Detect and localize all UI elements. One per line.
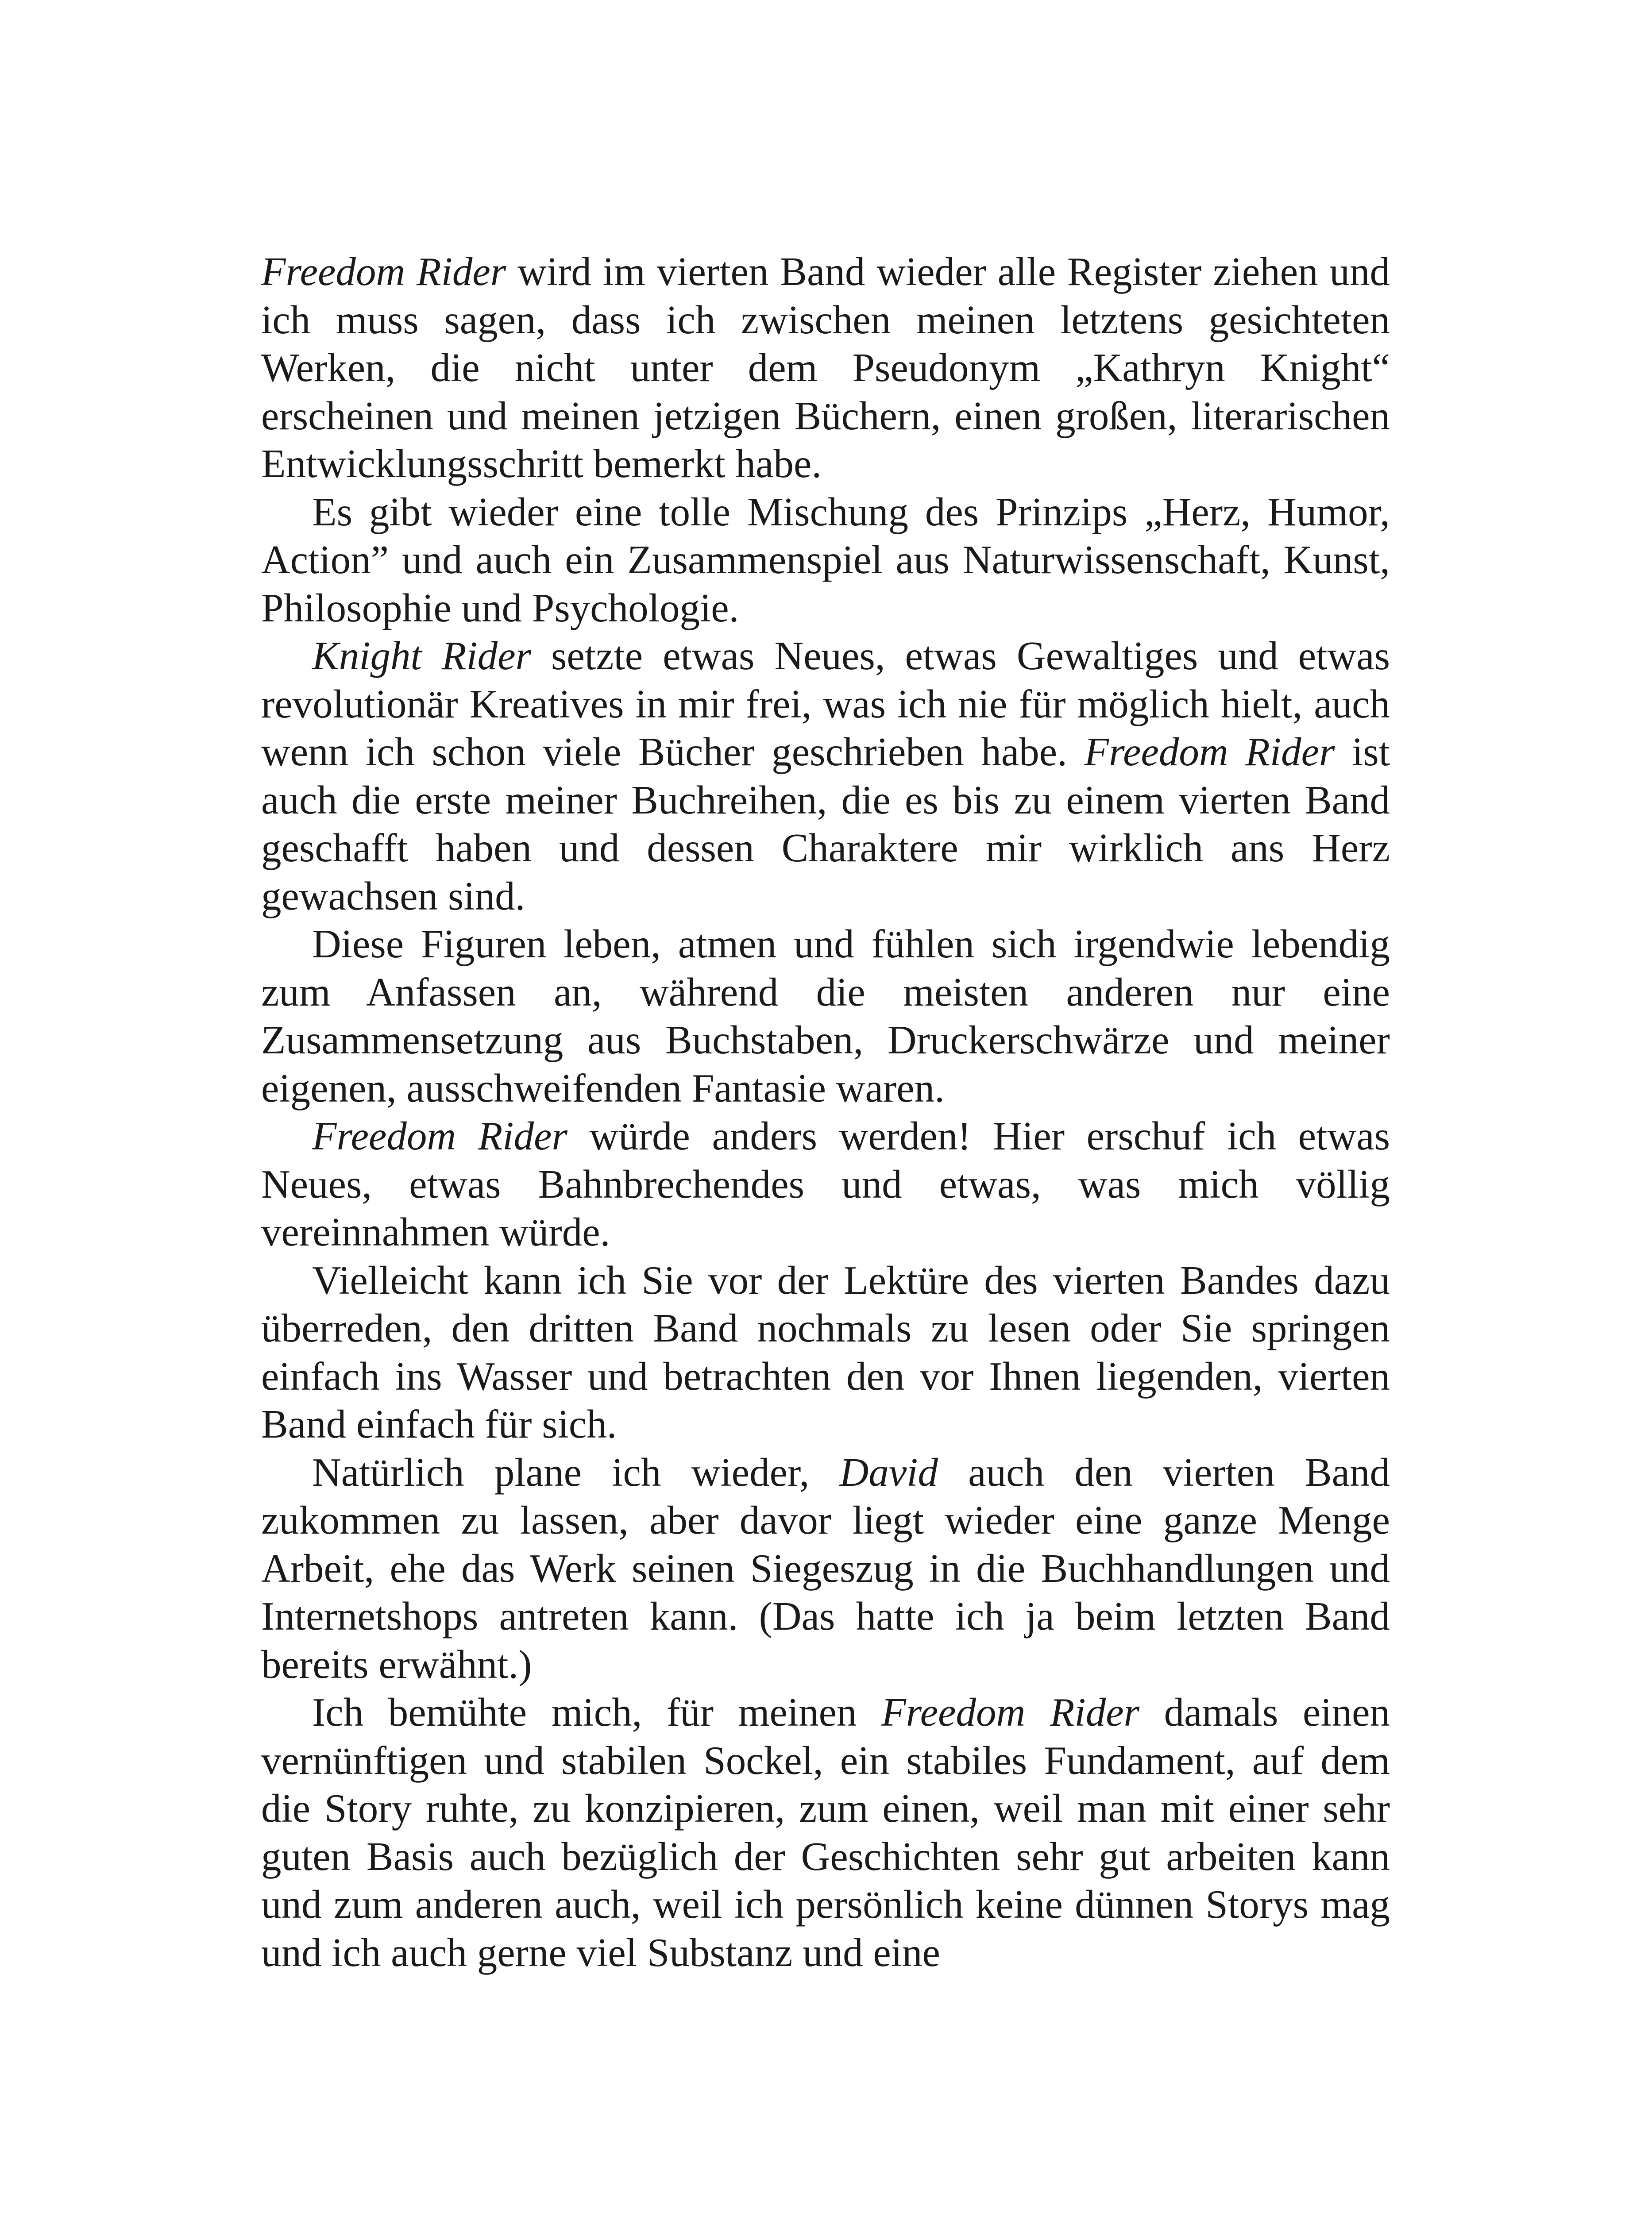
paragraph-text: Vielleicht kann ich Sie vor der Lektüre des vierten Bandes dazu überreden, den dritten Band nochmals zu lesen oder Sie springen einfach ins Wasser und betrachten den vor Ihnen liegenden, vierten Band einfach für sich. xyxy=(261,1257,1390,1446)
name-david: David xyxy=(839,1450,938,1495)
paragraph-2 xyxy=(261,488,1390,632)
paragraph-text: auch den vierten Band zukommen zu lassen, aber davor liegt wieder eine ganze Menge Arbeit, ehe das Werk seinen Siegeszug in die Buchhandlungen und Internetshops antreten kann. (Das hatte ich ja beim letzten Band bereits erwähnt.) xyxy=(261,1450,1390,1687)
title-freedom-rider: Freedom Rider xyxy=(261,249,506,294)
title-knight-rider: Knight Rider xyxy=(312,633,531,678)
paragraph-text: Diese Figuren leben, atmen und fühlen sich irgendwie lebendig zum Anfassen an, während die meisten anderen nur eine Zusammensetzung aus Buchstaben, Druckerschwärze und meiner eigenen, ausschweifenden Fantasie waren. xyxy=(261,921,1390,1110)
paragraph-text: Es gibt wieder eine tolle Mischung des Prinzips „Herz, Humor, Action” und auch ein Zusammenspiel aus Naturwissenschaft, Kunst, Philosophie und Psychologie. xyxy=(261,489,1390,630)
paragraph-text: ist auch die erste meiner Buchreihen, die es bis zu einem vierten Band geschafft haben und dessen Charaktere mir wirklich ans Herz gewachsen sind. xyxy=(261,729,1390,918)
paragraph-text: würde anders werden! Hier erschuf ich etwas Neues, etwas Bahnbrechendes und etwas, was mich völlig vereinnahmen würde. xyxy=(261,1114,1390,1254)
paragraph-text: damals einen vernünftigen und stabilen Sockel, ein stabiles Fundament, auf dem die Story ruhte, zu konzipieren, zum einen, weil man mit einer sehr guten Basis auch bezüglich der Geschichten sehr gut arbeiten kann und zum anderen auch, weil ich persönlich keine dünnen Storys mag und ich auch gerne viel Substanz und eine xyxy=(261,1690,1390,1975)
title-freedom-rider: Freedom Rider xyxy=(1084,729,1335,774)
paragraph-5 xyxy=(261,1112,1390,1257)
paragraph-8 xyxy=(261,1689,1390,1977)
paragraph-3 xyxy=(261,632,1390,920)
paragraph-text: Ich bemühte mich, für meinen xyxy=(312,1690,882,1735)
paragraph-text: setzte etwas Neues, etwas Gewaltiges und etwas revolutionär Kreatives in mir frei, was ich nie für möglich hielt, auch wenn ich schon viele Bücher geschrieben habe. xyxy=(261,633,1390,774)
title-freedom-rider: Freedom Rider xyxy=(881,1690,1140,1735)
paragraph-1 xyxy=(261,248,1390,488)
title-freedom-rider: Freedom Rider xyxy=(312,1114,567,1158)
body-text xyxy=(261,248,1390,1977)
paragraph-7 xyxy=(261,1449,1390,1689)
paragraph-text: wird im vierten Band wieder alle Register ziehen und ich muss sagen, dass ich zwischen meinen letztens gesichteten Werken, die nicht unter dem Pseudonym „Kathryn Knight“ erscheinen und meinen jetzigen Büchern, einen großen, literarischen Entwicklungsschritt bemerkt habe. xyxy=(261,249,1390,486)
paragraph-text: Natürlich plane ich wieder, xyxy=(312,1450,840,1495)
paragraph-4 xyxy=(261,920,1390,1112)
paragraph-6 xyxy=(261,1257,1390,1449)
